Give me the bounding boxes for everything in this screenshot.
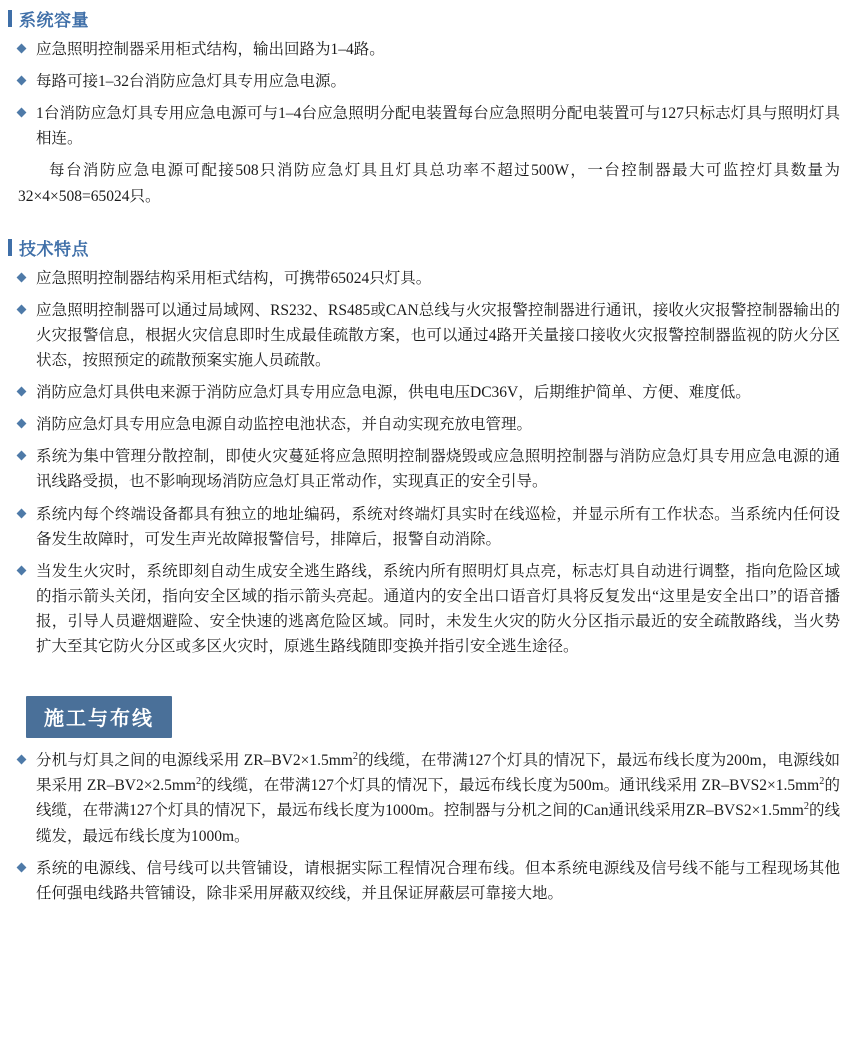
heading-accent-bar: [8, 239, 12, 256]
diamond-bullet-icon: [17, 44, 27, 54]
list-item: [0, 559, 864, 659]
section-features: [0, 235, 864, 660]
diamond-bullet-icon: [17, 508, 27, 518]
section-heading-label: 技术特点: [19, 239, 89, 259]
capacity-paragraph: 每台消防应急电源可配接508只消防应急灯具且灯具总功率不超过500W，一台控制器最大可监控灯具数量为32×4×508=65024只。: [18, 162, 840, 205]
section-heading-label: 系统容量: [19, 11, 89, 30]
list-item: [0, 502, 864, 552]
list-item-text: 应急照明控制器采用柜式结构，输出回路为1–4路。: [36, 41, 385, 58]
list-item: [0, 101, 864, 151]
diamond-bullet-icon: [17, 272, 27, 282]
list-item-text: 消防应急灯具专用应急电源自动监控电池状态，并自动实现充放电管理。: [36, 416, 533, 434]
list-item: [0, 412, 864, 437]
list-item-text: 每路可接1–32台消防应急灯具专用应急电源。: [36, 73, 347, 91]
section-banner-wiring: 施工与布线: [26, 696, 172, 738]
list-item: [0, 37, 864, 62]
list-item: [0, 748, 864, 848]
section-capacity: [0, 6, 864, 209]
capacity-bullet-list: [0, 37, 864, 151]
list-item-text: 系统为集中管理分散控制，即使火灾蔓延将应急照明控制器烧毁或应急照明控制器与消防应急灯具专用应急电源的通讯线路受损，也不影响现场消防应急灯具正常动作，实现真正的安全引导。: [36, 448, 840, 491]
diamond-bullet-icon: [17, 565, 27, 575]
list-item: [0, 266, 864, 291]
list-item-text: 系统内每个终端设备都具有独立的地址编码，系统对终端灯具实时在线巡检，并显示所有工作状态。当系统内任何设备发生故障时，可发生声光故障报警信号，排障后，报警自动消除。: [36, 505, 840, 548]
list-item: [0, 380, 864, 405]
wiring-bullet-list: [0, 748, 864, 906]
list-item-text: 系统的电源线、信号线可以共管铺设，请根据实际工程情况合理布线。但本系统电源线及信号线不能与工程现场其他任何强电线路共管铺设，除非采用屏蔽双绞线，并且保证屏蔽层可靠接大地。: [36, 859, 840, 902]
list-item-text: 1台消防应急灯具专用应急电源可与1–4台应急照明分配电装置每台应急照明分配电装置可与127只标志灯具与照明灯具相连。: [36, 105, 840, 148]
diamond-bullet-icon: [17, 108, 27, 118]
diamond-bullet-icon: [17, 419, 27, 429]
list-item-text: 当发生火灾时，系统即刻自动生成安全逃生路线，系统内所有照明灯具点亮，标志灯具自动进行调整，指向危险区域的指示箭头关闭，指向安全区域的指示箭头亮起。通道内的安全出口语音灯具将反复发出“这里是安全出口”的语音播报，引导人员避烟避险、安全快速的逃离危险区域。同时，未发生火灾的防火分区指示最近的安全疏散路线，当火势扩大至其它防火分区或多区火灾时，原逃生路线随即变换并指引安全逃生途径。: [36, 562, 840, 656]
diamond-bullet-icon: [17, 304, 27, 314]
list-item: [0, 856, 864, 906]
list-item: [0, 298, 864, 373]
heading-accent-bar: [8, 10, 12, 27]
list-item-text: 应急照明控制器结构采用柜式结构，可携带65024只灯具。: [36, 269, 432, 287]
diamond-bullet-icon: [17, 387, 27, 397]
list-item-text: 应急照明控制器可以通过局域网、RS232、RS485或CAN总线与火灾报警控制器进行通讯，接收火灾报警控制器输出的火灾报警信息，根据火灾信息即时生成最佳疏散方案，也可以通过4路开关量接口接收火灾报警控制器监视的防火分区状态，按照预定的疏散预案实施人员疏散。: [36, 301, 840, 369]
features-bullet-list: [0, 266, 864, 660]
section-heading-capacity: [8, 6, 864, 31]
section-wiring: [0, 696, 864, 906]
diamond-bullet-icon: [17, 862, 27, 872]
list-item: [0, 444, 864, 494]
diamond-bullet-icon: [17, 76, 27, 86]
list-item: [0, 69, 864, 94]
section-heading-features: [8, 235, 864, 260]
diamond-bullet-icon: [17, 755, 27, 765]
list-item-text: 分机与灯具之间的电源线采用 $ZR-BV2\times 1.5mm^2$的线缆，在带满127个灯具的情况下，最远布线长度为200m，电源线如果采用 $ZR-BV2\times 2.5mm^2$的线缆，在带满127个灯具的情况下，最远布线长度为500m。通讯线采用 $ZR-BVS2\times 1.5mm^2$的线缆，在带满127个灯具的情况下，最远布线长度为1000m。控制器与分机之间的Can通讯线采用$ZR-BVS2\times 1.5mm^2$的线缆发，最远布线长度为1000m。: [36, 751, 841, 845]
list-item-text: 消防应急灯具供电来源于消防应急灯具专用应急电源，供电电压DC36V，后期维护简单、方便、难度低。: [36, 384, 751, 402]
diamond-bullet-icon: [17, 451, 27, 461]
